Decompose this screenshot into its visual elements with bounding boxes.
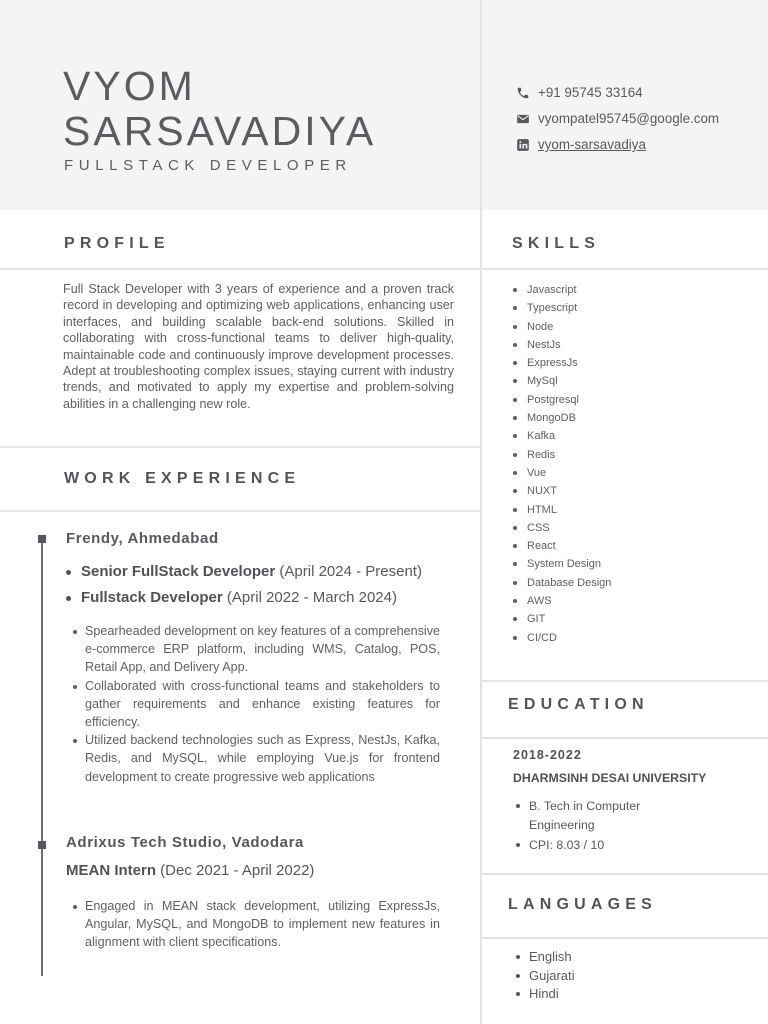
contact-panel [482, 0, 768, 210]
job-duties [71, 622, 440, 786]
skill-item: AWS [512, 592, 611, 610]
linkedin-icon [516, 138, 530, 152]
language-item: Gujarati [515, 967, 575, 986]
skill-item: Javascript [512, 281, 611, 299]
role-title: Fullstack Developer [81, 589, 223, 606]
role-dates: (April 2022 - March 2024) [226, 589, 397, 606]
phone-text: +91 95745 33164 [538, 85, 643, 100]
skill-item: MySql [512, 372, 611, 390]
duty-item: Utilized backend technologies such as Express, NestJs, Kafka, Redis, and MySQL, while employing Vue.js for frontend development to create progressive web applications [71, 731, 440, 786]
profile-summary: Full Stack Developer with 3 years of experience and a proven track record in developing and optimizing web applications, enhancing user interfaces, and building scalable back-end solutions. Skilled in collaborating with cross-functional teams to deliver high-quality, maintainable code and continuously improve development processes. Adept at troubleshooting complex issues, staying current with industry trends, and motivated to apply my expertise and problem-solving abilities in a challenging new role. [63, 282, 454, 411]
skill-item: NUXT [512, 482, 611, 500]
job-role [66, 862, 314, 879]
duty-item: Engaged in MEAN stack development, utilizing ExpressJs, Angular, MySQL, and MongoDB to implement new features in alignment with client specifications. [71, 897, 440, 952]
languages-divider [482, 937, 768, 939]
education-school: DHARMSINH DESAI UNIVERSITY [513, 771, 707, 785]
linkedin-link[interactable]: vyom-sarsavadiya [538, 137, 646, 152]
skill-item: Kafka [512, 427, 611, 445]
profile-heading: PROFILE [64, 235, 170, 252]
duty-item: Collaborated with cross-functional teams and stakeholders to gather requirements and enhance existing features for efficiency. [71, 677, 440, 732]
timeline-marker [38, 841, 46, 849]
skill-item: CSS [512, 519, 611, 537]
mail-icon [516, 112, 530, 126]
profile-divider [0, 268, 480, 270]
duty-item: Spearheaded development on key features of a comprehensive e-commerce ERP platform, including WMS, Catalog, POS, Retail App, and Delivery App. [71, 622, 440, 677]
skill-item: Redis [512, 446, 611, 464]
role-title: Senior FullStack Developer [81, 563, 276, 580]
skill-item: Vue [512, 464, 611, 482]
education-degree: B. Tech in Computer Engineering [515, 797, 665, 834]
education-divider [482, 737, 768, 739]
languages-divider-top [482, 873, 768, 875]
name-first: VYOM [63, 63, 196, 109]
phone-icon [516, 86, 530, 100]
timeline-marker [38, 535, 46, 543]
candidate-name [63, 64, 376, 154]
company-name: Frendy, Ahmedabad [66, 530, 219, 547]
skill-item: System Design [512, 555, 611, 573]
contact-linkedin[interactable] [516, 137, 646, 152]
education-cpi: CPI: 8.03 / 10 [515, 836, 735, 855]
skills-list [512, 281, 611, 647]
skill-item: Node [512, 318, 611, 336]
education-years: 2018-2022 [513, 748, 582, 762]
languages-list [515, 948, 575, 1004]
role-dates: (Dec 2021 - April 2022) [160, 862, 315, 879]
education-details [515, 797, 735, 857]
skill-item: NestJs [512, 336, 611, 354]
timeline-line [41, 538, 43, 976]
skill-item: Postgresql [512, 391, 611, 409]
company-name: Adrixus Tech Studio, Vadodara [66, 834, 304, 851]
education-heading: EDUCATION [508, 696, 649, 713]
role-bullet [66, 570, 71, 575]
job-title: FULLSTACK DEVELOPER [64, 157, 352, 174]
skills-divider [482, 268, 768, 270]
work-divider-top [0, 446, 480, 448]
work-heading: WORK EXPERIENCE [64, 470, 301, 487]
skill-item: React [512, 537, 611, 555]
language-item: English [515, 948, 575, 967]
skill-item: ExpressJs [512, 354, 611, 372]
contact-email[interactable] [516, 111, 719, 126]
job-role [81, 563, 422, 580]
contact-phone[interactable] [516, 85, 643, 100]
skill-item: CI/CD [512, 629, 611, 647]
language-item: Hindi [515, 985, 575, 1004]
skill-item: GIT [512, 610, 611, 628]
name-last: SARSAVADIYA [63, 108, 377, 154]
column-divider [480, 0, 482, 1024]
skills-heading: SKILLS [512, 235, 601, 252]
role-bullet [66, 596, 71, 601]
skill-item: MongoDB [512, 409, 611, 427]
languages-heading: LANGUAGES [508, 896, 658, 913]
skill-item: HTML [512, 501, 611, 519]
email-text: vyompatel95745@google.com [538, 111, 720, 126]
education-divider-top [482, 680, 768, 682]
job-role [81, 589, 397, 606]
role-dates: (April 2024 - Present) [279, 563, 422, 580]
skill-item: Database Design [512, 574, 611, 592]
role-title: MEAN Intern [66, 862, 156, 879]
job-duties [71, 897, 440, 952]
skill-item: Typescript [512, 299, 611, 317]
work-divider [0, 510, 480, 512]
